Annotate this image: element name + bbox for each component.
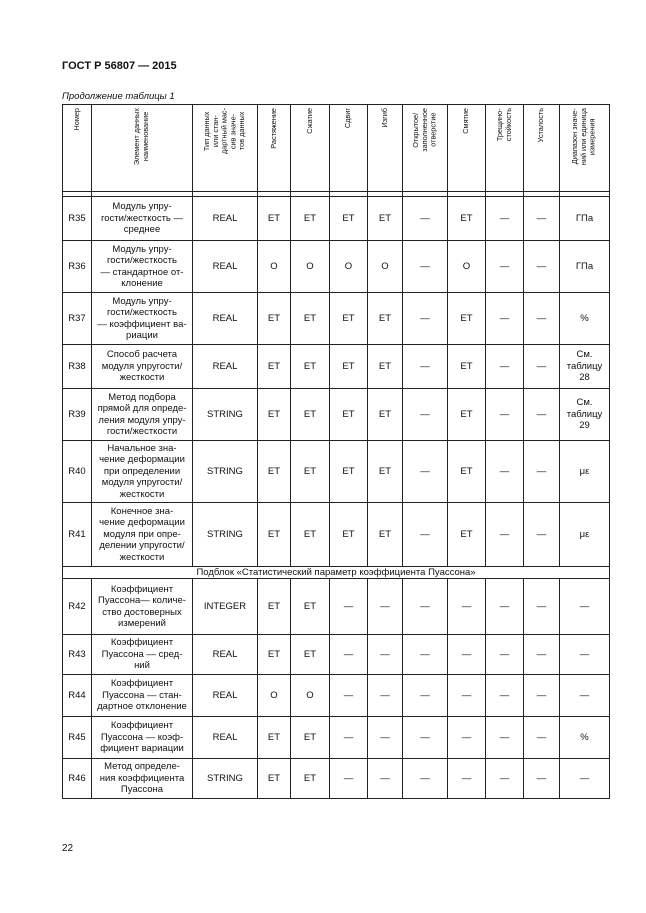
row-value: ET <box>448 389 486 441</box>
row-value: — <box>448 759 486 799</box>
table-row <box>63 345 610 389</box>
row-number: R40 <box>63 441 92 503</box>
row-name: Метод определе- ния коэффициента Пуассона <box>92 759 193 799</box>
row-value: ET <box>291 635 330 675</box>
row-value: — <box>524 635 560 675</box>
row-value: ET <box>291 293 330 345</box>
row-value: — <box>486 675 524 717</box>
row-value: — <box>524 345 560 389</box>
row-value: — <box>403 241 448 293</box>
col-header-toughness: Трещино- стойкость <box>486 105 524 192</box>
row-value: ET <box>258 345 291 389</box>
row-value: ET <box>258 635 291 675</box>
row-value: — <box>403 503 448 567</box>
col-header-bending: Изгиб <box>368 105 403 192</box>
row-value: ET <box>368 389 403 441</box>
row-value: ET <box>368 441 403 503</box>
row-value: — <box>524 579 560 635</box>
row-value: O <box>368 241 403 293</box>
col-header-bearing: Смятие <box>448 105 486 192</box>
row-value: — <box>330 635 368 675</box>
row-value: ET <box>258 503 291 567</box>
row-name: Конечное зна- чение деформации модуля при опре- делении упругости/ жесткости <box>92 503 193 567</box>
col-header-open-hole: Открытое/ заполненное отверстие <box>403 105 448 192</box>
col-header-element: Элемент данных наименование <box>92 105 193 192</box>
row-value: ET <box>258 389 291 441</box>
row-range: — <box>560 635 610 675</box>
row-value: — <box>368 635 403 675</box>
row-value: ET <box>291 197 330 241</box>
row-name: Коэффициент Пуассона — сред- ний <box>92 635 193 675</box>
row-value: — <box>486 579 524 635</box>
subheader-row <box>63 567 610 579</box>
row-range: ГПа <box>560 241 610 293</box>
col-header-tension: Растяжение <box>258 105 291 192</box>
table-row <box>63 579 610 635</box>
data-table <box>62 104 610 799</box>
row-type: REAL <box>193 197 258 241</box>
row-value: — <box>486 241 524 293</box>
row-value: ET <box>258 579 291 635</box>
document-title: ГОСТ Р 56807 — 2015 <box>62 60 177 72</box>
row-value: — <box>486 635 524 675</box>
table-row <box>63 293 610 345</box>
row-number: R43 <box>63 635 92 675</box>
row-number: R35 <box>63 197 92 241</box>
row-number: R42 <box>63 579 92 635</box>
row-number: R45 <box>63 717 92 759</box>
row-value: — <box>403 197 448 241</box>
col-header-fatigue: Усталость <box>524 105 560 192</box>
row-value: — <box>486 197 524 241</box>
col-header-shear: Сдвиг <box>330 105 368 192</box>
row-value: ET <box>258 717 291 759</box>
page-number: 22 <box>62 843 74 854</box>
row-value: — <box>524 241 560 293</box>
row-value: — <box>403 441 448 503</box>
row-value: — <box>403 759 448 799</box>
row-type: STRING <box>193 441 258 503</box>
row-value: ET <box>291 579 330 635</box>
table-row <box>63 503 610 567</box>
row-name: Коэффициент Пуассона — стан- дартное отклонение <box>92 675 193 717</box>
row-value: ET <box>258 197 291 241</box>
table-row <box>63 441 610 503</box>
header-row <box>63 105 610 192</box>
row-value: — <box>448 717 486 759</box>
row-value: O <box>291 675 330 717</box>
row-number: R37 <box>63 293 92 345</box>
row-value: — <box>524 293 560 345</box>
row-type: STRING <box>193 503 258 567</box>
row-type: REAL <box>193 717 258 759</box>
row-range: — <box>560 675 610 717</box>
row-name: Коэффициент Пуассона — коэф- фициент вариации <box>92 717 193 759</box>
row-value: — <box>524 441 560 503</box>
row-value: — <box>368 717 403 759</box>
table-row <box>63 717 610 759</box>
row-value: — <box>403 635 448 675</box>
row-value: ET <box>448 293 486 345</box>
table-caption: Продолжение таблицы 1 <box>62 91 175 102</box>
row-value: ET <box>448 441 486 503</box>
row-type: STRING <box>193 389 258 441</box>
row-value: ET <box>258 441 291 503</box>
row-value: ET <box>330 197 368 241</box>
row-type: REAL <box>193 293 258 345</box>
row-number: R39 <box>63 389 92 441</box>
row-value: ET <box>330 345 368 389</box>
row-value: ET <box>258 759 291 799</box>
row-value: — <box>486 717 524 759</box>
row-range: — <box>560 759 610 799</box>
row-range: ГПа <box>560 197 610 241</box>
row-type: REAL <box>193 241 258 293</box>
row-value: — <box>524 675 560 717</box>
row-type: REAL <box>193 675 258 717</box>
row-name: Способ расчета модуля упругости/ жесткости <box>92 345 193 389</box>
row-value: — <box>403 579 448 635</box>
row-value: ET <box>368 197 403 241</box>
row-name: Модуль упру- гости/жесткость — стандартное от- клонение <box>92 241 193 293</box>
row-value: O <box>330 241 368 293</box>
row-value: ET <box>291 345 330 389</box>
table-row <box>63 675 610 717</box>
row-value: O <box>448 241 486 293</box>
table-row <box>63 759 610 799</box>
table-row <box>63 241 610 293</box>
row-value: — <box>486 345 524 389</box>
row-value: — <box>486 759 524 799</box>
row-value: ET <box>258 293 291 345</box>
row-value: — <box>448 635 486 675</box>
row-value: ET <box>448 197 486 241</box>
col-header-compression: Сжатие <box>291 105 330 192</box>
row-number: R44 <box>63 675 92 717</box>
row-range: % <box>560 293 610 345</box>
row-value: — <box>524 759 560 799</box>
row-value: ET <box>330 293 368 345</box>
row-value: — <box>368 759 403 799</box>
row-type: REAL <box>193 345 258 389</box>
row-value: ET <box>291 717 330 759</box>
row-value: O <box>258 241 291 293</box>
row-value: — <box>524 389 560 441</box>
table-row <box>63 389 610 441</box>
row-name: Модуль упру- гости/жесткость — коэффициент ва- риации <box>92 293 193 345</box>
row-value: — <box>448 579 486 635</box>
col-header-number: Номер <box>63 105 92 192</box>
row-value: ET <box>291 389 330 441</box>
row-range: με <box>560 441 610 503</box>
row-type: INTEGER <box>193 579 258 635</box>
row-range: — <box>560 579 610 635</box>
row-value: — <box>330 717 368 759</box>
row-range: με <box>560 503 610 567</box>
row-value: ET <box>291 441 330 503</box>
subblock-title: Подблок «Статистический параметр коэффициента Пуассона» <box>63 567 610 579</box>
row-name: Модуль упру- гости/жесткость — среднее <box>92 197 193 241</box>
row-range: См. таблицу 29 <box>560 389 610 441</box>
row-range: См. таблицу 28 <box>560 345 610 389</box>
row-value: ET <box>448 503 486 567</box>
col-header-type: Тип данных или стан- дартный мас- сив значе- тов данных <box>193 105 258 192</box>
row-name: Начальное зна- чение деформации при определении модуля упругости/ жесткости <box>92 441 193 503</box>
row-number: R36 <box>63 241 92 293</box>
row-number: R38 <box>63 345 92 389</box>
row-value: ET <box>368 503 403 567</box>
row-value: — <box>524 717 560 759</box>
row-value: ET <box>368 345 403 389</box>
row-value: — <box>403 293 448 345</box>
row-value: — <box>330 675 368 717</box>
row-value: — <box>330 579 368 635</box>
row-value: — <box>330 759 368 799</box>
row-name: Метод подбора прямой для опреде- ления модуля упру- гости/жесткости <box>92 389 193 441</box>
col-header-range: Диапазон значе- ний или единица измерения <box>560 105 610 192</box>
row-value: — <box>403 675 448 717</box>
row-value: — <box>368 675 403 717</box>
row-value: — <box>403 389 448 441</box>
row-number: R46 <box>63 759 92 799</box>
row-value: — <box>403 717 448 759</box>
row-range: % <box>560 717 610 759</box>
row-value: ET <box>448 345 486 389</box>
row-value: O <box>258 675 291 717</box>
row-value: O <box>291 241 330 293</box>
row-value: — <box>368 579 403 635</box>
row-value: — <box>486 441 524 503</box>
table-body <box>63 197 610 799</box>
row-value: ET <box>330 389 368 441</box>
row-value: — <box>486 503 524 567</box>
row-value: — <box>403 345 448 389</box>
row-value: ET <box>330 441 368 503</box>
row-value: ET <box>368 293 403 345</box>
row-name: Коэффициент Пуассона— количе- ство достоверных измерений <box>92 579 193 635</box>
row-value: ET <box>330 503 368 567</box>
row-type: STRING <box>193 759 258 799</box>
row-value: — <box>524 197 560 241</box>
row-value: — <box>486 293 524 345</box>
row-value: — <box>486 389 524 441</box>
row-type: REAL <box>193 635 258 675</box>
row-value: ET <box>291 759 330 799</box>
table-row <box>63 635 610 675</box>
row-value: — <box>524 503 560 567</box>
row-value: — <box>448 675 486 717</box>
row-value: ET <box>291 503 330 567</box>
table-row <box>63 197 610 241</box>
row-number: R41 <box>63 503 92 567</box>
